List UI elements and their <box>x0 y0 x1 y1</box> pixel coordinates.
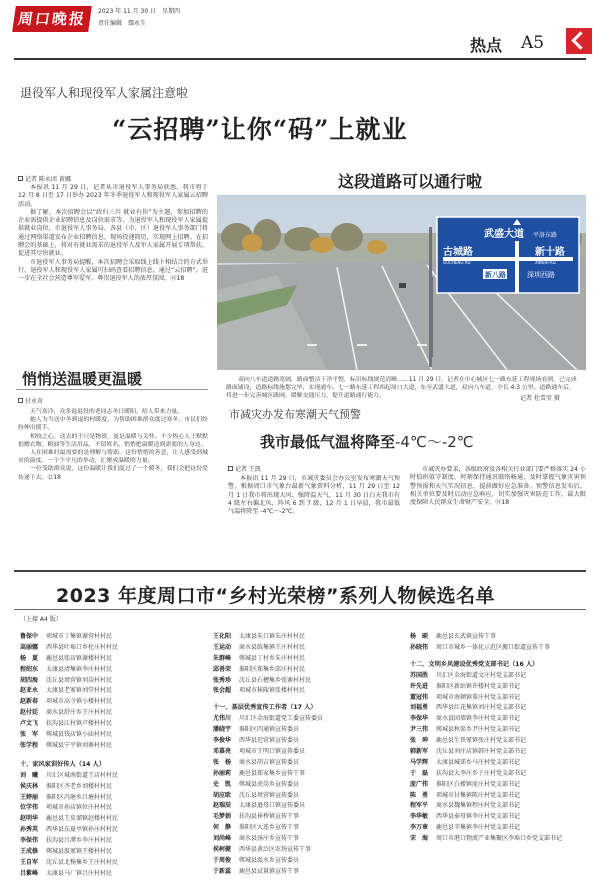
sign-top-label: 武盛大道 <box>484 229 524 240</box>
article1-byline-text: 记者 陈永团 黄娜 <box>25 176 71 183</box>
candidate-description: 项城市孙店镇位庄村村民 <box>46 804 113 812</box>
candidate-name: 侯柯健 <box>213 846 232 854</box>
sign-under-right: 深圳西路 <box>527 271 555 279</box>
article1-paragraph: 据了解，本次招聘会以“政归三川 就业有你”为主题，参加招聘的企业需提供企业招聘信息及岗位需求等，为退役军人和现役军人家属提供就业岗位，市退役军人事务局、各县（市、区）退役军人事务部门将通过网络渠道发布企业招聘信息，现场投递简历，实现网上招聘。在招聘会的基础上，将对有就业需求的退役军人及军人家属开展专项帮扶，促进其尽快就业。 <box>18 208 208 258</box>
masthead-divider <box>14 58 586 60</box>
candidate-description: 太康县马厂镇吕庄村村民 <box>46 869 113 877</box>
candidate-description: 淮阳区冯塘乡吕塘村村民 <box>46 793 113 801</box>
article3-paragraph: 天气寒冷，众多退退役的老同志冬日暖阳，给人带来力量。 <box>30 409 184 415</box>
candidate-row <box>410 736 594 747</box>
candidate-row <box>20 676 210 687</box>
candidate-name: 张会超 <box>213 687 232 695</box>
article3-divider <box>16 389 208 390</box>
candidate-row <box>213 801 403 812</box>
sign-right-sub: XINSHI RD <box>535 260 556 265</box>
candidate-row <box>213 736 403 747</box>
candidate-name: 孙晓伟 <box>410 643 429 651</box>
candidate-row <box>20 719 210 730</box>
candidate-row <box>20 697 210 708</box>
article4-body-col1 <box>228 475 400 565</box>
candidate-row <box>20 782 210 793</box>
candidate-name: 邱善荣 <box>213 665 232 673</box>
candidate-description: 沈丘县刘庄店镇韩庄村党支部书记 <box>436 748 527 756</box>
candidate-description: 鹿邑县玄武镇宣传干事 <box>436 633 497 640</box>
article2-headline: 这段道路可以通行啦 <box>338 172 483 191</box>
candidate-description: 西华县黄泛区农场宣传干事 <box>239 846 312 854</box>
candidate-description: 扶沟县大李庄乡于庄村党支部书记 <box>436 769 527 777</box>
candidate-description: 西华县奉母镇李庄村党支部书记 <box>436 813 521 821</box>
candidate-row <box>410 671 594 682</box>
candidate-name: 邓慕亮 <box>213 748 232 756</box>
candidate-description: 项城市高寺镇小楼村村民 <box>46 698 113 706</box>
candidate-name: 张学程 <box>20 741 39 749</box>
sign-right-label: 新十路 <box>535 247 565 258</box>
candidate-row <box>20 654 210 665</box>
candidate-row <box>20 793 210 804</box>
article3-paragraph: 相较之心，送去的不只是物资，更是温暖与关怀。不少热心人士默默捐赠衣物、粮油等生活用品，不留姓名，悄悄把温暖送到需要的人身边。 <box>18 433 208 448</box>
candidate-description: 鹿邑县辛集镇李庄村党支部书记 <box>436 824 521 832</box>
article4-byline-text: 记者 王凯 <box>235 466 261 473</box>
candidate-description: 沈丘县周营镇宣传委员 <box>239 791 300 799</box>
candidate-row <box>213 654 403 665</box>
candidate-description: 西华县迟营镇宣传委员 <box>239 737 300 745</box>
candidate-name: 孙秀英 <box>20 826 39 834</box>
list-title: 2023 年度周口市“乡村光荣榜”系列人物候选名单 <box>56 585 495 607</box>
sign-top-right-label: 平洛东路 <box>533 232 558 239</box>
candidate-name: 于 磊 <box>410 769 429 777</box>
candidate-description: 周口市港口物流产业集聚区李埠口乡党支部书记 <box>436 835 563 843</box>
candidate-name: 鲁保中 <box>20 633 39 640</box>
candidate-description: 周口市城乡一体化示范区搬口街道宣传干事 <box>436 643 551 651</box>
candidate-description: 川汇区城南街道王店村村民 <box>46 771 119 779</box>
candidate-row <box>20 665 210 676</box>
candidate-description: 淮阳区郑集乡邱庄村村民 <box>239 665 306 673</box>
candidate-row <box>410 801 594 812</box>
candidate-name: 尹三伟 <box>410 726 429 734</box>
candidate-row <box>410 682 594 693</box>
candidate-name: 刘 曦 <box>20 771 39 779</box>
candidate-row <box>20 847 210 858</box>
newspaper-logo: 周口晚报 <box>12 6 92 32</box>
candidate-row <box>20 825 210 836</box>
candidate-name: 赵新春 <box>20 698 39 706</box>
candidate-description: 郸城县宁平镇刘寨村村民 <box>46 741 113 749</box>
list-col3 <box>410 632 594 845</box>
responsible-editor: 责任编辑 鄢永生 <box>98 20 147 27</box>
candidate-row <box>410 643 594 654</box>
road-photo <box>217 195 586 370</box>
candidate-row <box>410 725 594 736</box>
sign-under-left: 新八路 <box>485 271 506 279</box>
candidate-row <box>20 741 210 752</box>
candidate-description: 商水县练集镇王庄村村民 <box>239 643 306 651</box>
candidate-row <box>410 703 594 714</box>
page-number: A5 <box>521 33 545 53</box>
candidate-row <box>213 665 403 676</box>
candidate-name: 赵付廷 <box>20 709 39 717</box>
article4-kicker: 市减灾办发布寒潮天气预警 <box>229 408 361 421</box>
candidate-description: 商水县魏集镇程庄村党支部书记 <box>436 802 521 810</box>
article1-paragraph: 市退役军人事务局提醒，本次招聘会采取线上线下相结合的方式举行，退役军人和现役军人家属可扫码查看招聘信息。通过“云招聘”，进一步在全社会营造尊军爱军、尊崇退役军人的浓厚氛围。⑫18 <box>18 258 208 283</box>
candidate-description: 沈丘县石槽集乡张寨村村民 <box>239 676 312 684</box>
candidate-row <box>213 834 403 845</box>
candidate-description: 鹿邑县生铁冢镇张庄村党支部书记 <box>436 737 527 745</box>
candidate-name: 王成修 <box>20 848 39 856</box>
candidate-name: 位学伟 <box>20 804 39 812</box>
candidate-row <box>20 858 210 869</box>
candidate-name: 程绍东 <box>20 665 39 673</box>
candidate-description: 项城市丁集镇谢营村村民 <box>46 633 113 640</box>
article4-byline <box>228 464 261 473</box>
candidate-row <box>20 869 210 880</box>
candidate-name: 苏国胜 <box>410 671 429 679</box>
article3-paragraph: 人在困难时最需要的是理解与帮助，这份悄悄的善意，让人感受到城市的温度。一个个平凡的举动，汇聚成温暖的力量。 <box>18 450 208 465</box>
candidate-row <box>20 730 210 741</box>
candidate-name: 董冠伟 <box>410 693 429 701</box>
candidate-description: 川汇区金海街道党工委宣传委员 <box>239 715 324 723</box>
candidate-row <box>213 845 403 856</box>
continue-note: （上接 A4 版） <box>20 616 62 623</box>
candidate-description: 扶沟县吕潭乡李庄村村民 <box>46 837 113 845</box>
candidate-description: 太康县清集镇李庄村村民 <box>46 665 113 673</box>
chevron-left-icon <box>566 28 592 54</box>
candidate-name: 吕紫峰 <box>20 869 39 877</box>
candidate-name: 李保伟 <box>20 837 39 845</box>
candidate-row <box>410 812 594 823</box>
candidate-row <box>213 676 403 687</box>
candidate-description: 川汇区金海街道文庄村党支部书记 <box>436 671 527 679</box>
candidate-description: 扶沟县崔桥镇宣传干事 <box>239 813 300 821</box>
candidate-name: 庞广伟 <box>410 780 429 788</box>
candidate-name: 李华敏 <box>410 813 429 821</box>
issue-date: 2023 年 11 月 30 日 星期四 <box>98 8 181 15</box>
candidate-name: 张 杨 <box>213 758 232 766</box>
article4-paragraph: 市减灾办要求，各级政府及各相关行业部门要严格落实 24 小时值班值守制度，时刻保持通讯联络畅通，及时掌握气象灾害预警预报和天气实况信息，提前做好应急准备。预警信息发布后，相关单位要及时启动应急响应，切实加强灾害防范工作，最大限度保障人民群众生命财产安全。⑫18 <box>410 466 586 507</box>
candidate-row <box>410 758 594 769</box>
candidate-description: 商水县舒庄乡王庄村村民 <box>46 709 113 717</box>
section-title: 热点 <box>470 36 503 55</box>
candidate-name: 李万章 <box>410 824 429 832</box>
candidate-row <box>213 758 403 769</box>
candidate-name: 于新蕊 <box>213 867 232 875</box>
candidate-description: 郸城县秋渠乡尹庄村党支部书记 <box>436 726 521 734</box>
candidate-name: 毛梦娟 <box>213 813 232 821</box>
candidate-row <box>213 823 403 834</box>
candidate-name: 杨 硕 <box>410 633 429 640</box>
candidate-description: 商水县胡吉镇宣传委员 <box>239 758 300 766</box>
candidate-name: 赵亚永 <box>20 687 39 695</box>
candidate-row <box>410 780 594 791</box>
candidate-name: 许先进 <box>410 682 429 690</box>
candidate-description: 西华县东夏亭镇孙庄村村民 <box>46 826 119 834</box>
candidate-row <box>213 632 403 643</box>
candidate-description: 西华县叶埠口乡杜庄村村民 <box>46 643 119 651</box>
candidate-description: 鹿邑县试量镇宣传干事 <box>239 867 300 875</box>
candidate-description: 西华县红花集镇刘庄村党支部书记 <box>436 704 527 712</box>
candidate-row <box>410 714 594 725</box>
candidate-name: 韩新军 <box>410 748 429 756</box>
candidate-name: 王婷丽 <box>20 793 39 801</box>
candidate-description: 沈丘县周营镇刘岗村村民 <box>46 676 113 684</box>
candidate-name: 赵瑞辰 <box>213 802 232 810</box>
sign-left-sub: GUCHENG RD <box>443 260 471 265</box>
candidate-description: 沈丘县北杨集乡王庄村村民 <box>46 858 119 866</box>
candidate-row <box>213 867 403 878</box>
candidate-name: 张 军 <box>20 731 39 739</box>
candidate-row <box>410 823 594 834</box>
list-title-rule <box>14 609 586 610</box>
candidate-name: 张 珅 <box>410 737 429 745</box>
candidate-description: 淮阳区大连乡宣传干事 <box>239 824 300 832</box>
candidate-name: 李俊华 <box>213 737 232 745</box>
candidate-row <box>410 834 594 845</box>
candidate-row <box>20 632 210 643</box>
candidate-name: 于周俊 <box>213 856 232 864</box>
candidate-name: 史 凯 <box>213 780 232 788</box>
candidate-name: 刘尚峰 <box>213 835 232 843</box>
candidate-description: 郸城县汲冢镇王楼村村民 <box>46 848 113 856</box>
list-col1 <box>20 632 210 880</box>
candidate-name: 李保华 <box>410 715 429 723</box>
candidate-description: 项城市南顿镇董庄村党支部书记 <box>436 693 521 701</box>
candidate-description: 鹿邑县王皮溜镇赵楼村村民 <box>46 815 119 823</box>
byline-box-icon <box>228 466 233 471</box>
candidate-row <box>213 812 403 823</box>
candidate-name: 张秀珍 <box>213 676 232 684</box>
candidate-description: 淮阳区白楼镇庞庄村党支部书记 <box>436 780 521 788</box>
candidate-row <box>410 747 594 758</box>
article1-body <box>18 184 208 359</box>
candidate-description: 淮阳区四通镇宣传委员 <box>239 726 300 734</box>
sign-left-label: 古城路 <box>443 247 473 258</box>
candidate-name: 程军平 <box>410 802 429 810</box>
candidate-name: 尤伟川 <box>213 715 232 723</box>
candidate-description: 淮阳区齐老乡刘楼村村民 <box>46 782 113 790</box>
photo-credit: 记者 杜雪莹 摄 <box>520 395 560 402</box>
candidate-description: 项城市秣陵镇张楼村村民 <box>239 687 306 695</box>
article4-body-col2 <box>410 466 586 565</box>
candidate-description: 太康县老冢镇刘堂村村民 <box>46 687 113 695</box>
candidate-name: 高丽娜 <box>20 643 39 651</box>
candidate-name: 王自军 <box>20 858 39 866</box>
candidate-name: 陈 勇 <box>410 791 429 799</box>
candidate-row <box>213 643 403 654</box>
article4-headline-main: 我市最低气温将降至 <box>260 433 396 451</box>
candidate-description: 鹿邑县郑家集乡宣传干事 <box>239 769 306 777</box>
article1-paragraph: 本报讯 11 月 29 日，记者从市退役军人事务局获悉，我市将于 12 月 8 日至 17 日举办 2023 年冬季退役军人和现役军人家属云招聘活动。 <box>18 184 208 208</box>
article4-headline-temp: -4℃～-2℃ <box>395 433 474 451</box>
article3-byline-text: 付永奇 <box>25 398 44 405</box>
candidate-name: 刘福勇 <box>410 704 429 712</box>
candidate-name: 宋 海 <box>410 835 429 843</box>
article1-headline: “云招聘”让你“码”上就业 <box>112 115 408 144</box>
candidate-row <box>213 686 403 697</box>
candidate-description: 商水县汤庄乡宣传干事 <box>239 835 300 843</box>
candidate-row <box>410 632 594 643</box>
article3-byline <box>18 396 43 405</box>
article3-paragraph: 她人为当送中冬到退的村暖度，为帮助困难群众度过寒冬，市民们纷纷伸出援手。 <box>18 417 208 432</box>
candidate-row <box>20 771 210 782</box>
candidate-name: 朱群峰 <box>213 654 232 662</box>
candidate-name: 赵明华 <box>20 815 39 823</box>
article1-kicker: 退役军人和现役军人家属注意啦 <box>20 86 189 100</box>
article4-paragraph: 本报讯 11 月 29 日，市减灾委员会办公室发布寒潮天气预警，根据周口市气象台最新气象资料分析，11 月 29 日至 12 月 1 日我市将出现大风、强降温天气，11 月 30 日白天我市有 4 级左右偏北风，阵风 6 到 7 级，12 月 1 日早晨，我市最低气温将降至 -4℃～-2℃。 <box>228 475 400 516</box>
candidate-row <box>20 803 210 814</box>
candidate-row <box>213 725 403 736</box>
candidate-description: 郸城县虎岗乡宣传委员 <box>239 780 300 788</box>
candidate-name: 侯庆林 <box>20 782 39 790</box>
candidate-row <box>20 814 210 825</box>
candidate-row <box>213 791 403 802</box>
article3-paragraph: 一位受助群众说，这份温暖让我们度过了一个暖冬，我们会把这份爱传递下去。⑫18 <box>18 466 208 481</box>
candidate-description: 淮阳区新站镇许楼村党支部书记 <box>436 682 521 690</box>
candidate-row <box>213 769 403 780</box>
candidate-description: 扶沟县江村镇卢楼村村民 <box>46 720 113 728</box>
candidate-row <box>20 686 210 697</box>
candidate-name: 潘晓宇 <box>213 726 232 734</box>
article3-body <box>18 408 208 568</box>
candidate-description: 郸城县汲水乡宣传委员 <box>239 856 300 864</box>
candidate-name: 卢文飞 <box>20 720 39 728</box>
candidate-name: 杨 夏 <box>20 654 39 662</box>
article4-headline <box>260 431 474 452</box>
candidate-description: 郸城县丁村乡朱庄村村民 <box>239 654 306 662</box>
photo-caption: 双向八车道道路宽阔，路面整洁干净平整，标识标线规范清晰……11 月 29 日，记者在中心城区七一路东延工程现场看到，已完成路面铺设，道路标线施划完毕，实现通车。七一路东延工程西起周口大道，东至武盛大道，双向八车道，全长 4.3 公里。道路通车后，将进一步完善城区路网，缓解交通压力，提升道路通行能力。 <box>226 377 577 399</box>
candidate-description: 太康县逊母口镇宣传委员 <box>239 802 306 810</box>
byline-box-icon <box>18 398 23 403</box>
list-top-rule <box>14 570 586 572</box>
candidate-description: 鹿邑县张店镇谢楼村村民 <box>46 654 113 662</box>
road-photo-illustration <box>217 195 586 370</box>
candidate-name: 王运动 <box>213 643 232 651</box>
candidate-name: 胡应欧 <box>213 791 232 799</box>
category-heading: 十一、基层优秀宣传工作者（17 人） <box>213 704 317 712</box>
candidate-name: 马学辉 <box>410 758 429 766</box>
article3-headline: 悄悄送温暖更温暖 <box>22 370 143 388</box>
category-heading: 十、家风家训好传人（14 人） <box>20 760 106 768</box>
candidate-row <box>20 836 210 847</box>
candidate-row <box>213 856 403 867</box>
byline-box-icon <box>18 176 23 181</box>
candidate-name: 何 静 <box>213 824 232 832</box>
candidate-description: 太康县朱口镇朱庄村村民 <box>239 633 306 640</box>
candidate-description: 商水县固墙镇李庄村党支部书记 <box>436 715 521 723</box>
candidate-description: 项城市王明口镇宣传委员 <box>239 748 306 756</box>
article1-byline <box>18 174 71 183</box>
candidate-row <box>410 791 594 802</box>
candidate-row <box>20 643 210 654</box>
candidate-description: 项城市付集镇陈庄村党支部书记 <box>436 791 521 799</box>
candidate-row <box>213 780 403 791</box>
candidate-row <box>213 714 403 725</box>
list-col2 <box>213 632 403 878</box>
candidate-name: 王化阳 <box>213 633 232 640</box>
candidate-row <box>213 747 403 758</box>
candidate-description: 太康县城郊乡马庄村党支部书记 <box>436 758 521 766</box>
candidate-row <box>410 693 594 704</box>
candidate-row <box>20 708 210 719</box>
candidate-description: 郸城县钱店镇小庙村村民 <box>46 731 113 739</box>
candidate-name: 孙丽莉 <box>213 769 232 777</box>
category-heading: 十二、文明乡风建设优秀党支部书记（16 人） <box>410 660 539 668</box>
candidate-name: 胡四海 <box>20 676 39 684</box>
candidate-row <box>410 769 594 780</box>
